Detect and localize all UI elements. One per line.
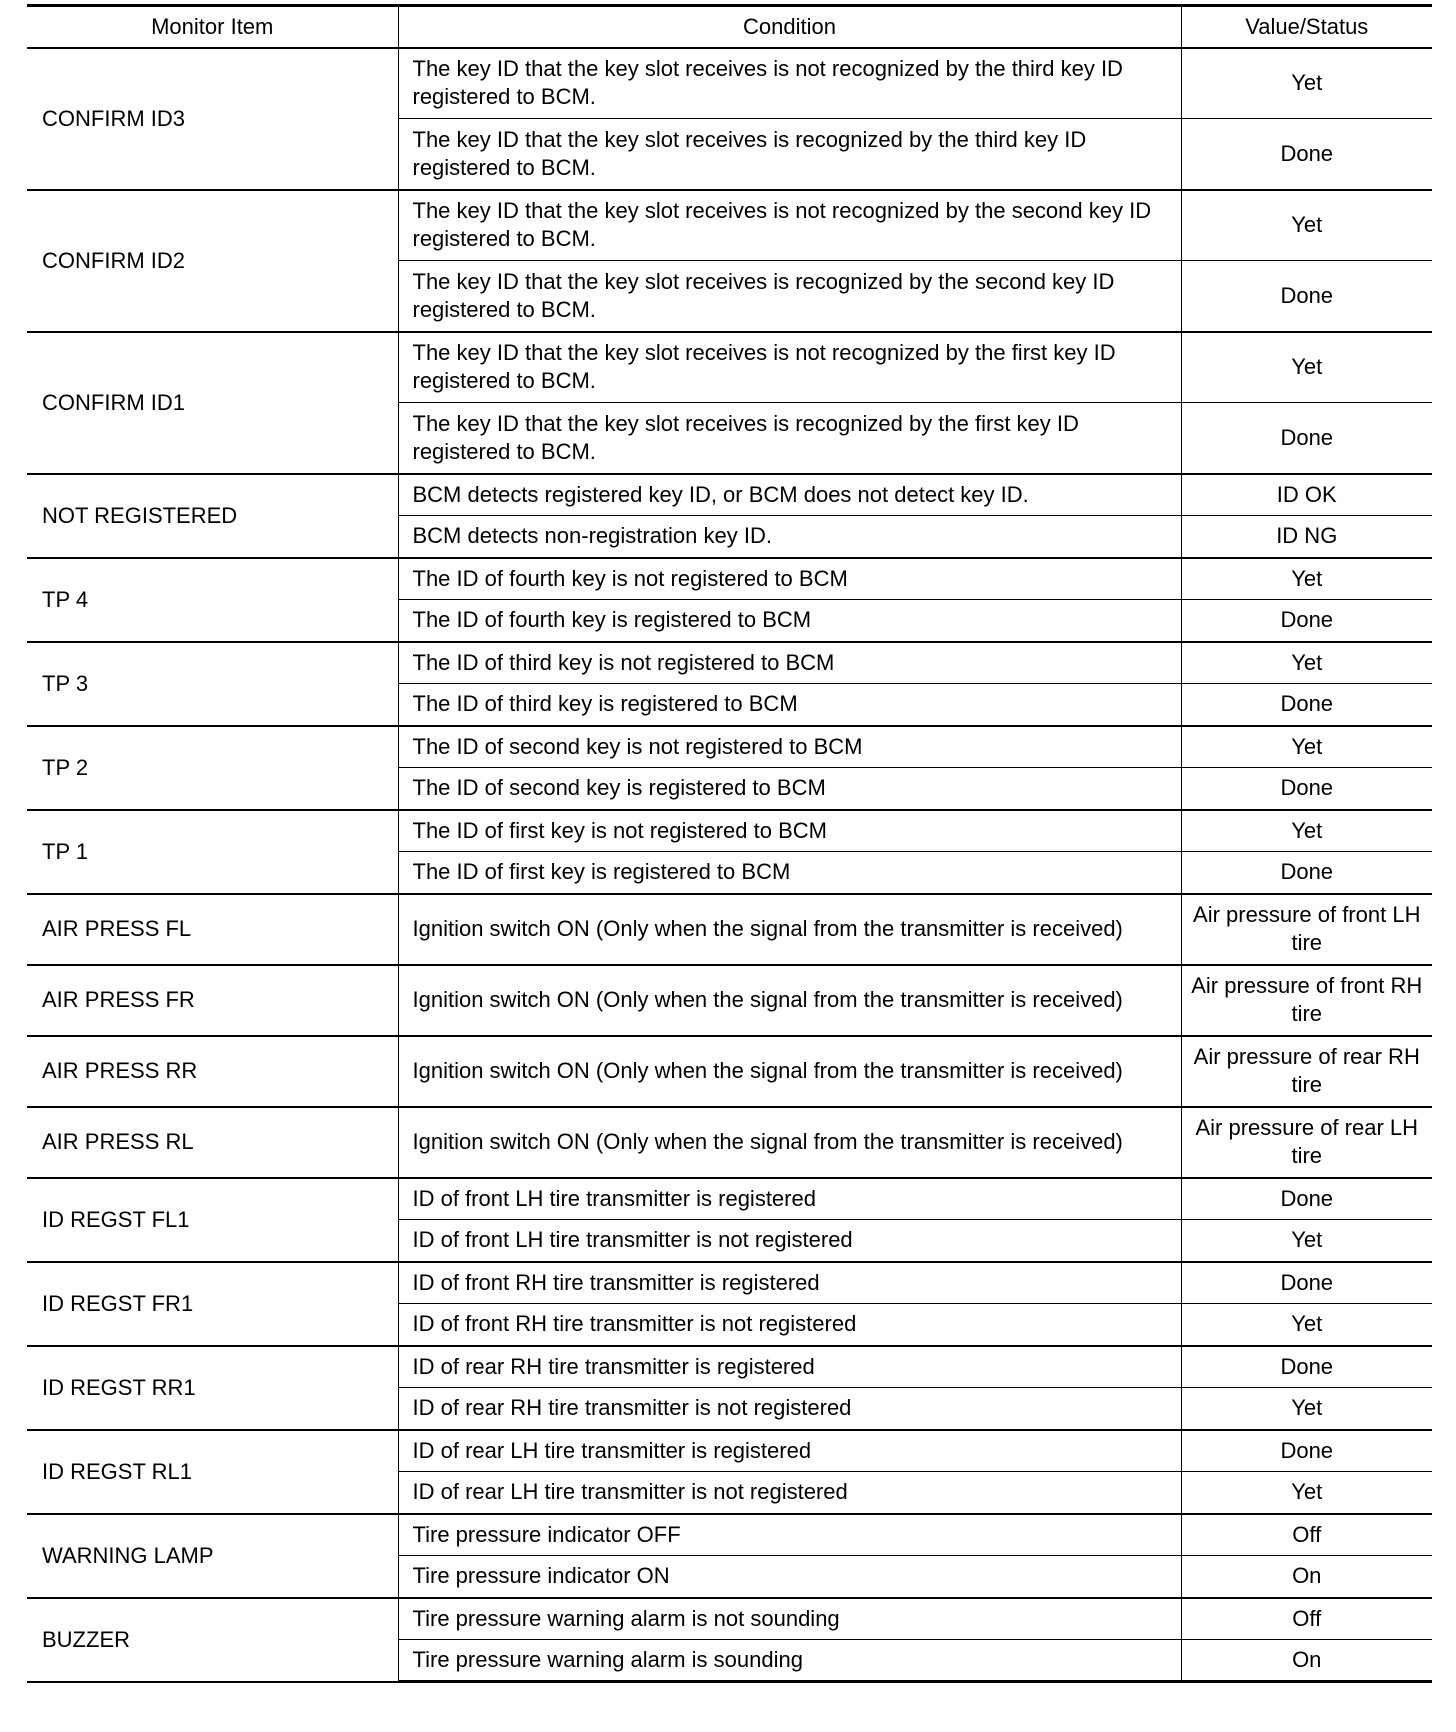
condition-cell: The key ID that the key slot receives is recognized by the first key ID registered to BCM.: [398, 403, 1181, 474]
condition-cell: ID of front LH tire transmitter is registered: [398, 1178, 1181, 1220]
value-status-cell: Yet: [1181, 810, 1432, 852]
condition-cell: Ignition switch ON (Only when the signal from the transmitter is received): [398, 1036, 1181, 1107]
condition-cell: The ID of fourth key is not registered to BCM: [398, 558, 1181, 600]
value-status-cell: On: [1181, 1556, 1432, 1598]
monitor-item-cell: ID REGST FL1: [27, 1178, 398, 1262]
condition-cell: Ignition switch ON (Only when the signal from the transmitter is received): [398, 894, 1181, 965]
table-row: [27, 1514, 1432, 1556]
monitor-item-cell: AIR PRESS FL: [27, 894, 398, 965]
condition-cell: ID of rear RH tire transmitter is not registered: [398, 1388, 1181, 1430]
condition-cell: The ID of second key is registered to BCM: [398, 768, 1181, 810]
value-status-cell: Yet: [1181, 1388, 1432, 1430]
monitor-item-cell: AIR PRESS FR: [27, 965, 398, 1036]
table-row: [27, 1262, 1432, 1304]
condition-cell: The ID of third key is not registered to BCM: [398, 642, 1181, 684]
condition-cell: ID of front LH tire transmitter is not registered: [398, 1220, 1181, 1262]
value-status-cell: Yet: [1181, 1472, 1432, 1514]
value-status-cell: Air pressure of front RH tire: [1181, 965, 1432, 1036]
table-row: [27, 190, 1432, 261]
table-row: [27, 1346, 1432, 1388]
monitor-item-cell: WARNING LAMP: [27, 1514, 398, 1598]
value-status-cell: Yet: [1181, 1304, 1432, 1346]
value-status-cell: Done: [1181, 1178, 1432, 1220]
monitor-item-cell: TP 3: [27, 642, 398, 726]
table-row: [27, 558, 1432, 600]
value-status-cell: Yet: [1181, 48, 1432, 119]
table-row: [27, 965, 1432, 1036]
condition-cell: The key ID that the key slot receives is recognized by the second key ID registered to BCM.: [398, 261, 1181, 332]
table-row: [27, 1430, 1432, 1472]
value-status-cell: Yet: [1181, 558, 1432, 600]
monitor-item-cell: TP 4: [27, 558, 398, 642]
table-header: [27, 6, 1432, 48]
value-status-cell: Yet: [1181, 332, 1432, 403]
monitor-item-cell: ID REGST RR1: [27, 1346, 398, 1430]
condition-cell: The key ID that the key slot receives is not recognized by the first key ID registered to BCM.: [398, 332, 1181, 403]
condition-cell: ID of rear RH tire transmitter is registered: [398, 1346, 1181, 1388]
value-status-cell: Done: [1181, 1430, 1432, 1472]
table-row: [27, 48, 1432, 119]
header-row: [27, 6, 1432, 48]
table-row: [27, 332, 1432, 403]
header-monitor-item: Monitor Item: [27, 6, 398, 48]
condition-cell: Ignition switch ON (Only when the signal from the transmitter is received): [398, 1107, 1181, 1178]
monitor-item-cell: AIR PRESS RR: [27, 1036, 398, 1107]
condition-cell: The ID of fourth key is registered to BCM: [398, 600, 1181, 642]
value-status-cell: Done: [1181, 119, 1432, 190]
monitor-table-container: [27, 4, 1432, 1683]
monitor-item-cell: NOT REGISTERED: [27, 474, 398, 558]
table-row: [27, 810, 1432, 852]
condition-cell: Tire pressure warning alarm is not sounding: [398, 1598, 1181, 1640]
value-status-cell: Air pressure of rear LH tire: [1181, 1107, 1432, 1178]
condition-cell: The ID of first key is registered to BCM: [398, 852, 1181, 894]
monitor-item-cell: ID REGST RL1: [27, 1430, 398, 1514]
condition-cell: The key ID that the key slot receives is not recognized by the third key ID registered to BCM.: [398, 48, 1181, 119]
value-status-cell: Done: [1181, 852, 1432, 894]
table-row: [27, 474, 1432, 516]
condition-cell: BCM detects non-registration key ID.: [398, 516, 1181, 558]
value-status-cell: On: [1181, 1640, 1432, 1682]
condition-cell: The key ID that the key slot receives is recognized by the third key ID registered to BCM.: [398, 119, 1181, 190]
table-row: [27, 1598, 1432, 1640]
value-status-cell: Done: [1181, 1346, 1432, 1388]
table-row: [27, 726, 1432, 768]
table-body: [27, 48, 1432, 1682]
condition-cell: Tire pressure indicator OFF: [398, 1514, 1181, 1556]
table-row: [27, 1178, 1432, 1220]
value-status-cell: Done: [1181, 768, 1432, 810]
value-status-cell: Yet: [1181, 190, 1432, 261]
value-status-cell: Done: [1181, 403, 1432, 474]
table-row: [27, 894, 1432, 965]
monitor-item-cell: CONFIRM ID2: [27, 190, 398, 332]
monitor-item-cell: AIR PRESS RL: [27, 1107, 398, 1178]
value-status-cell: Yet: [1181, 642, 1432, 684]
value-status-cell: Done: [1181, 1262, 1432, 1304]
value-status-cell: Air pressure of front LH tire: [1181, 894, 1432, 965]
value-status-cell: Air pressure of rear RH tire: [1181, 1036, 1432, 1107]
table-row: [27, 1036, 1432, 1107]
condition-cell: The key ID that the key slot receives is not recognized by the second key ID registered to BCM.: [398, 190, 1181, 261]
header-condition: Condition: [398, 6, 1181, 48]
condition-cell: ID of front RH tire transmitter is not registered: [398, 1304, 1181, 1346]
monitor-item-cell: CONFIRM ID3: [27, 48, 398, 190]
condition-cell: The ID of first key is not registered to BCM: [398, 810, 1181, 852]
value-status-cell: Off: [1181, 1598, 1432, 1640]
value-status-cell: Done: [1181, 261, 1432, 332]
table-row: [27, 1107, 1432, 1178]
condition-cell: Tire pressure warning alarm is sounding: [398, 1640, 1181, 1682]
monitor-item-cell: ID REGST FR1: [27, 1262, 398, 1346]
monitor-item-cell: BUZZER: [27, 1598, 398, 1682]
condition-cell: BCM detects registered key ID, or BCM does not detect key ID.: [398, 474, 1181, 516]
value-status-cell: Yet: [1181, 1220, 1432, 1262]
condition-cell: ID of rear LH tire transmitter is not registered: [398, 1472, 1181, 1514]
value-status-cell: Yet: [1181, 726, 1432, 768]
monitor-item-cell: TP 1: [27, 810, 398, 894]
value-status-cell: Done: [1181, 684, 1432, 726]
condition-cell: The ID of second key is not registered to BCM: [398, 726, 1181, 768]
value-status-cell: Done: [1181, 600, 1432, 642]
table-row: [27, 642, 1432, 684]
monitor-item-cell: CONFIRM ID1: [27, 332, 398, 474]
condition-cell: The ID of third key is registered to BCM: [398, 684, 1181, 726]
condition-cell: ID of rear LH tire transmitter is registered: [398, 1430, 1181, 1472]
value-status-cell: ID OK: [1181, 474, 1432, 516]
condition-cell: ID of front RH tire transmitter is registered: [398, 1262, 1181, 1304]
monitor-table: [27, 4, 1432, 1683]
header-value-status: Value/Status: [1181, 6, 1432, 48]
condition-cell: Ignition switch ON (Only when the signal from the transmitter is received): [398, 965, 1181, 1036]
value-status-cell: Off: [1181, 1514, 1432, 1556]
monitor-item-cell: TP 2: [27, 726, 398, 810]
value-status-cell: ID NG: [1181, 516, 1432, 558]
condition-cell: Tire pressure indicator ON: [398, 1556, 1181, 1598]
